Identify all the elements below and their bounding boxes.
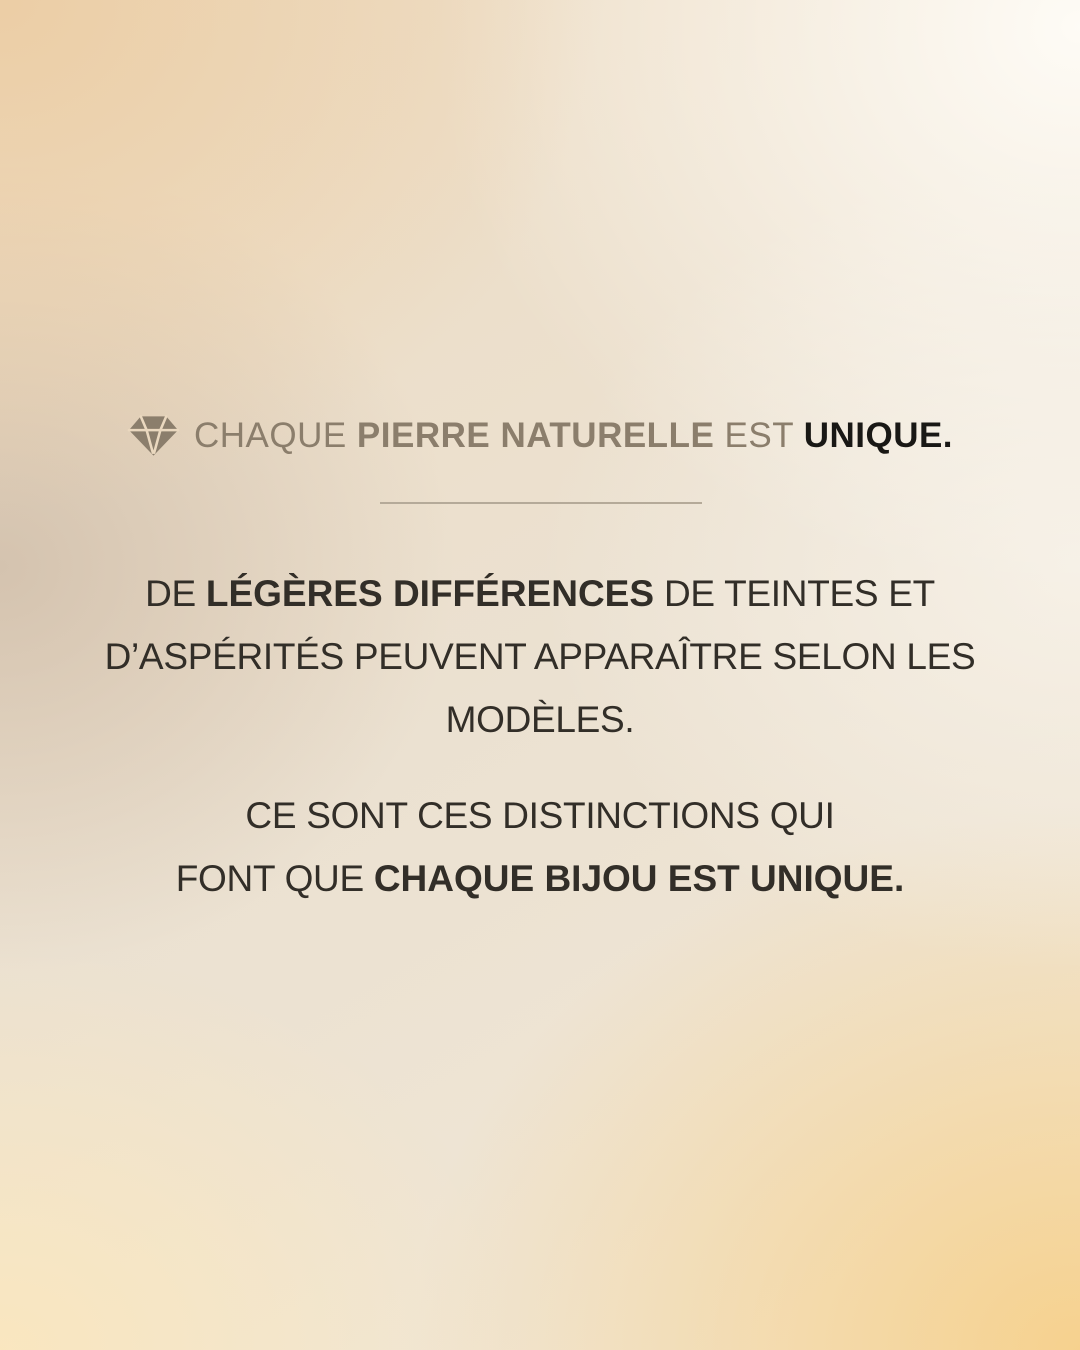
headline-segment: EST [714, 416, 804, 455]
paragraph-distinctions-line2 [0, 847, 1080, 910]
text-segment: DE TEINTES ET [654, 573, 935, 614]
diamond-icon [127, 414, 180, 458]
headline-segment-unique: UNIQUE. [803, 416, 954, 455]
paragraph-distinctions-line1: CE SONT CES DISTINCTIONS QUI [245, 795, 835, 836]
text-segment: DE [145, 573, 206, 614]
headline-text [194, 416, 953, 456]
paragraph-differences-line2: D’ASPÉRITÉS PEUVENT APPARAÎTRE SELON LES [104, 636, 976, 677]
paragraph-differences-line1 [0, 562, 1080, 625]
paragraph-distinctions [0, 784, 1080, 910]
paragraph-differences-line3: MODÈLES. [445, 699, 635, 740]
headline-segment-bold: PIERRE NATURELLE [356, 416, 715, 455]
paragraph-differences [0, 562, 1080, 751]
divider-line [380, 502, 702, 504]
text-segment: FONT QUE [175, 858, 374, 899]
headline-segment: CHAQUE [193, 416, 357, 455]
text-segment-bold: LÉGÈRES DIFFÉRENCES [205, 573, 655, 614]
text-segment-bold: CHAQUE BIJOU EST UNIQUE. [373, 858, 905, 899]
headline [0, 412, 1080, 460]
